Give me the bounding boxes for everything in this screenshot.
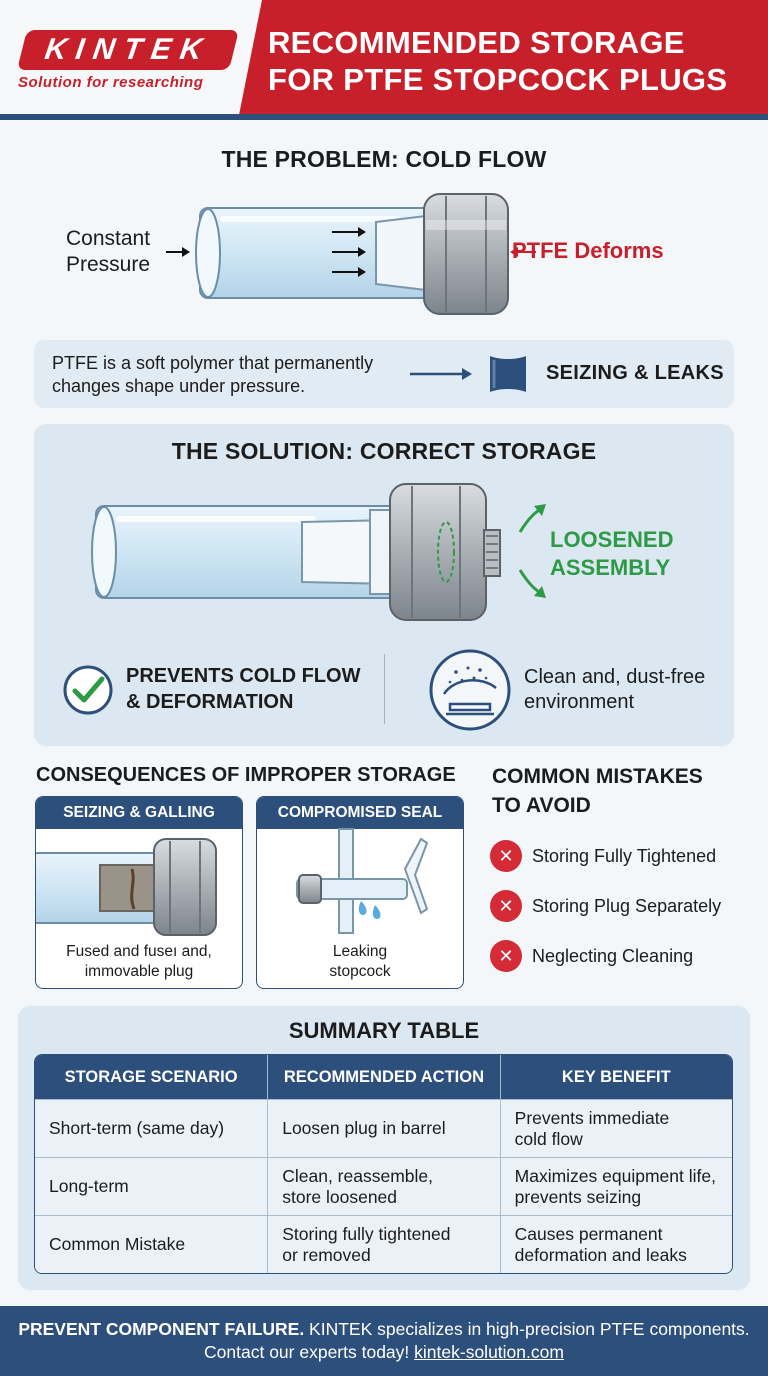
header-divider	[0, 114, 768, 120]
table-cell: Clean, reassemble, store loosened	[267, 1157, 499, 1215]
checkmark-circle-icon	[62, 664, 114, 716]
header	[0, 0, 768, 120]
column-header: RECOMMENDED ACTION	[267, 1055, 499, 1099]
column-header: STORAGE SCENARIO	[35, 1055, 267, 1099]
prevents-cold-flow-text: PREVENTS COLD FLOW & DEFORMATION	[126, 665, 361, 713]
solution-title: THE SOLUTION: CORRECT STORAGE	[171, 438, 597, 464]
deformed-plug-icon	[486, 352, 530, 396]
website-link[interactable]: kintek-solution.com	[414, 1342, 564, 1362]
card-caption: Leaking stopcock	[329, 943, 391, 980]
footer-text: KINTEK specializes in high-precision PTFE components. Contact our experts today!	[204, 1319, 750, 1362]
clean-environment-text: Clean and, dust-free environment	[524, 666, 706, 713]
logo-tagline: Solution for researching	[18, 74, 204, 91]
kintek-logo[interactable]	[17, 30, 239, 70]
table-row	[35, 1099, 732, 1157]
seizing-leaks-label: SEIZING & LEAKS	[546, 362, 724, 384]
consequences-title: CONSEQUENCES OF IMPROPER STORAGE	[36, 764, 456, 786]
x-circle-icon: ✕	[490, 940, 522, 972]
table-cell: Storing fully tightened or removed	[267, 1215, 499, 1273]
summary-title: SUMMARY TABLE	[288, 1018, 480, 1043]
problem-title: THE PROBLEM: COLD FLOW	[221, 146, 547, 172]
card-caption: Fused and fuseı and, immovable plug	[66, 943, 212, 980]
ptfe-deforms-label: PTFE Deforms	[512, 238, 664, 263]
curved-arrows-icon	[520, 504, 546, 598]
table-cell: Common Mistake	[35, 1215, 267, 1273]
seizing-galling-card	[35, 796, 243, 989]
loosened-assembly-label: LOOSENED ASSEMBLY	[550, 527, 674, 580]
compromised-seal-card	[256, 796, 464, 989]
table-cell: Long-term	[35, 1157, 267, 1215]
x-circle-icon: ✕	[490, 890, 522, 922]
mistake-item	[490, 939, 693, 973]
column-header: KEY BENEFIT	[500, 1055, 732, 1099]
table-cell: Short-term (same day)	[35, 1099, 267, 1157]
table-header-row	[35, 1055, 732, 1099]
mistake-item	[490, 889, 721, 923]
solution-divider	[384, 654, 385, 724]
mistake-text: Storing Fully Tightened	[532, 845, 717, 866]
page-title: RECOMMENDED STORAGE FOR PTFE STOPCOCK PLUGS	[268, 25, 728, 97]
logo-text: KINTEK	[42, 33, 214, 66]
footer-banner	[0, 1306, 768, 1376]
mistake-text: Neglecting Cleaning	[532, 945, 694, 966]
arrow-right-icon	[410, 364, 480, 384]
mistakes-title: COMMON MISTAKES TO AVOID	[492, 765, 703, 817]
table-row	[35, 1157, 732, 1215]
card-heading: COMPROMISED SEAL	[257, 797, 463, 829]
leaking-stopcock-illustration	[257, 829, 464, 939]
footer-headline: PREVENT COMPONENT FAILURE.	[18, 1319, 305, 1339]
dust-free-icon	[428, 648, 512, 732]
mistake-item	[490, 839, 716, 873]
table-cell: Maximizes equipment life, prevents seizing	[500, 1157, 732, 1215]
table-row	[35, 1215, 732, 1273]
card-heading: SEIZING & GALLING	[36, 797, 242, 829]
seized-plug-illustration	[36, 833, 243, 943]
summary-table	[34, 1054, 733, 1274]
table-cell: Prevents immediate cold flow	[500, 1099, 732, 1157]
problem-info-text: PTFE is a soft polymer that permanently changes shape under pressure.	[52, 353, 374, 396]
x-circle-icon: ✕	[490, 840, 522, 872]
mistake-text: Storing Plug Separately	[532, 895, 722, 916]
pressure-label: Constant Pressure	[66, 227, 151, 276]
table-cell: Loosen plug in barrel	[267, 1099, 499, 1157]
table-cell: Causes permanent deformation and leaks	[500, 1215, 732, 1273]
